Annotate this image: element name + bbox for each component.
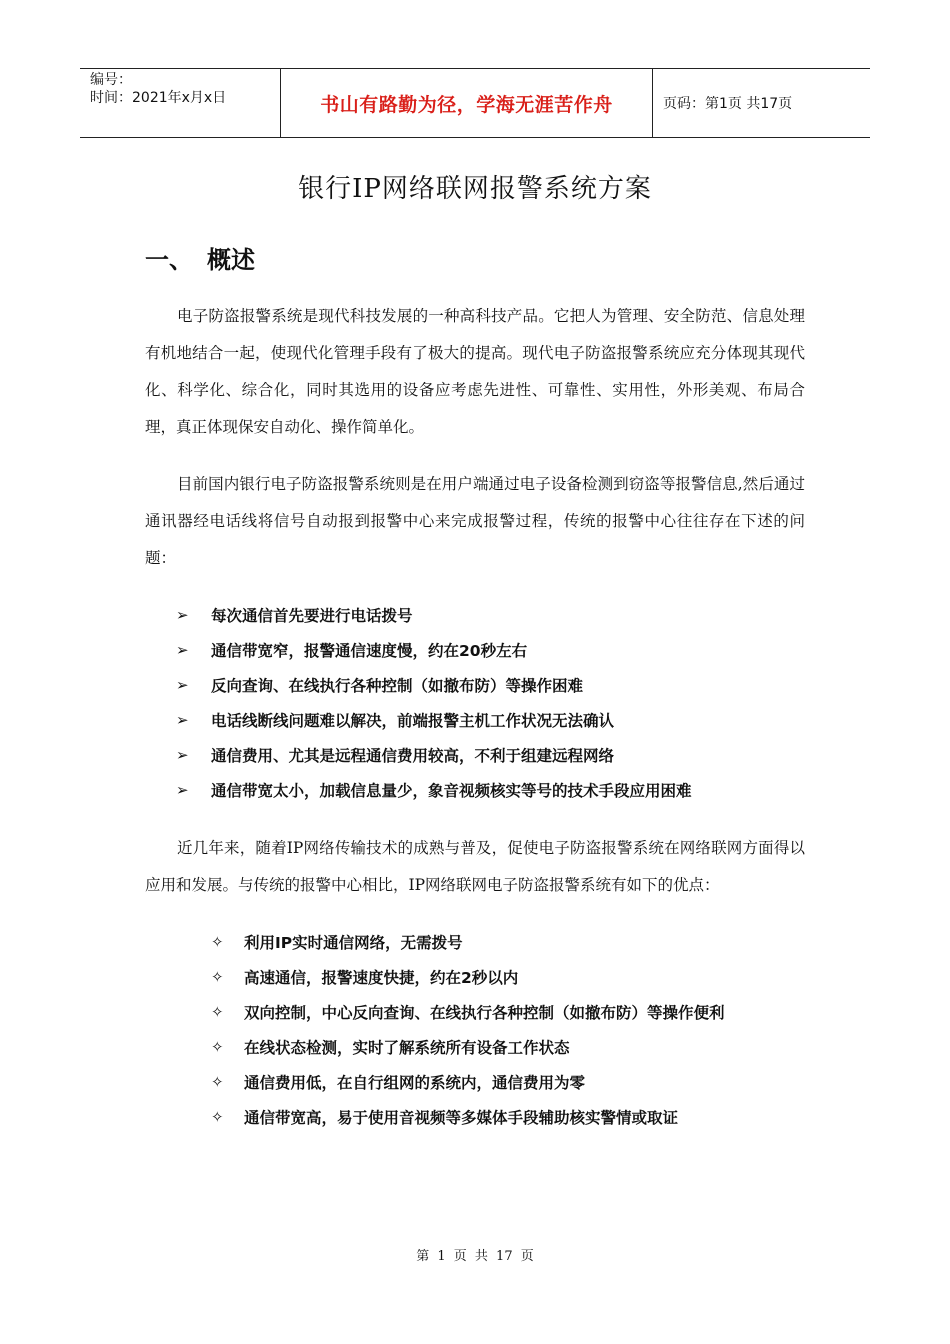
arrow-bullet-icon: ➢	[176, 675, 189, 694]
header-motto: 书山有路勤为径，学海无涯苦作舟	[281, 69, 653, 137]
list-item	[211, 1064, 725, 1099]
arrow-bullet-icon: ➢	[176, 745, 189, 764]
section-number: 一、	[145, 246, 193, 274]
sparkle-bullet-icon: ✧	[211, 1037, 224, 1056]
list-item-text: 双向控制，中心反向查询、在线执行各种控制（如撤布防）等操作便利	[244, 1003, 725, 1022]
arrow-bullet-icon: ➢	[176, 780, 189, 799]
list-item	[211, 959, 725, 994]
arrow-bullet-icon: ➢	[176, 640, 189, 659]
list-item	[176, 632, 692, 667]
problem-list	[176, 597, 692, 807]
list-item	[211, 994, 725, 1029]
sparkle-bullet-icon: ✧	[211, 1002, 224, 1021]
header-page-info: 页码：第1页 共17页	[663, 96, 793, 112]
advantage-list	[211, 924, 725, 1134]
list-item-text: 利用IP实时通信网络，无需拨号	[244, 933, 463, 952]
arrow-bullet-icon: ➢	[176, 710, 189, 729]
paragraph-current-status: 目前国内银行电子防盗报警系统则是在用户端通过电子设备检测到窃盗等报警信息,然后通过通讯器经电话线将信号自动报到报警中心来完成报警过程，传统的报警中心往往存在下述的问题：	[145, 475, 805, 567]
paragraph-intro: 电子防盗报警系统是现代科技发展的一种高科技产品。它把人为管理、安全防范、信息处理有机地结合一起，使现代化管理手段有了极大的提高。现代电子防盗报警系统应充分体现其现代化、科学化、综合化，同时其选用的设备应考虑先进性、可靠性、实用性，外形美观、布局合理，真正体现保安自动化、操作简单化。	[145, 307, 805, 436]
page-footer: 第 1 页 共 17 页	[416, 1249, 534, 1264]
header-meta	[80, 69, 281, 137]
list-item	[176, 737, 692, 772]
sparkle-bullet-icon: ✧	[211, 1107, 224, 1126]
list-item	[176, 667, 692, 702]
list-item	[176, 702, 692, 737]
section-heading	[145, 240, 255, 275]
sparkle-bullet-icon: ✧	[211, 967, 224, 986]
section-title: 概述	[207, 246, 255, 274]
list-item	[211, 924, 725, 959]
list-item-text: 电话线断线问题难以解决，前端报警主机工作状况无法确认	[211, 711, 615, 730]
list-item-text: 高速通信，报警速度快捷，约在2秒以内	[244, 968, 519, 987]
arrow-bullet-icon: ➢	[176, 605, 189, 624]
sparkle-bullet-icon: ✧	[211, 1072, 224, 1091]
list-item	[211, 1099, 725, 1134]
sparkle-bullet-icon: ✧	[211, 932, 224, 951]
document-title: 银行IP网络联网报警系统方案	[298, 174, 652, 204]
list-item	[176, 597, 692, 632]
list-item-text: 在线状态检测，实时了解系统所有设备工作状态	[244, 1038, 570, 1057]
list-item-text: 通信带宽窄，报警通信速度慢，约在20秒左右	[211, 641, 528, 660]
list-item-text: 通信带宽太小，加载信息量少，象音视频核实等号的技术手段应用困难	[211, 781, 692, 800]
list-item-text: 通信带宽高，易于使用音视频等多媒体手段辅助核实警情或取证	[244, 1108, 679, 1127]
list-item	[176, 772, 692, 807]
list-item-text: 通信费用低，在自行组网的系统内，通信费用为零	[244, 1073, 586, 1092]
list-item-text: 通信费用、尤其是远程通信费用较高，不利于组建远程网络	[211, 746, 615, 765]
list-item-text: 反向查询、在线执行各种控制（如撤布防）等操作困难	[211, 676, 584, 695]
serial-number-label: 编号：	[90, 72, 132, 88]
list-item-text: 每次通信首先要进行电话拨号	[211, 606, 413, 625]
list-item	[211, 1029, 725, 1064]
page-header	[80, 68, 870, 138]
date-label: 时间：2021年x月x日	[90, 90, 227, 106]
paragraph-ip-network: 近几年来，随着IP网络传输技术的成熟与普及，促使电子防盗报警系统在网络联网方面得以应用和发展。与传统的报警中心相比，IP网络联网电子防盗报警系统有如下的优点：	[145, 839, 805, 894]
